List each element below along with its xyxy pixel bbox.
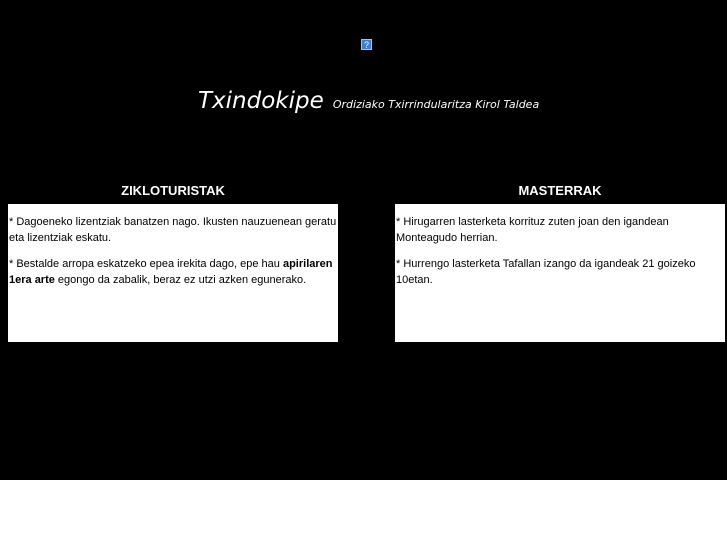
masterrak-heading: MASTERRAK <box>518 183 602 198</box>
broken-image-icon: ? <box>361 39 372 50</box>
zikloturistak-box <box>8 204 338 342</box>
news-item: * Hurrengo lasterketa Tafallan izango da igandeak 21 goizeko 10etan. <box>396 258 696 286</box>
text: * Bestalde arropa eskatzeko epea irekita dago, epe hau <box>9 258 283 270</box>
zikloturistak-heading: ZIKLOTURISTAK <box>121 183 225 198</box>
site-header <box>198 88 539 114</box>
site-subtitle: Ordiziako Txirrindularitza Kirol Taldea <box>332 98 540 111</box>
news-item <box>9 256 337 288</box>
text: egongo da zabalik, beraz ez utzi azken egunerako. <box>54 274 307 286</box>
masterrak-box <box>395 204 725 342</box>
news-item: * Dagoeneko lizentziak banatzen nago. Ikusten nauzuenean geratu eta lizentziak eskatu. <box>9 216 337 244</box>
deadline-text: apirilaren 1era arte <box>9 258 333 286</box>
site-title: Txindokipe <box>198 88 324 114</box>
news-item: * Hirugarren lasterketa korrituz zuten joan den igandean Monteagudo herrian. <box>396 216 669 244</box>
